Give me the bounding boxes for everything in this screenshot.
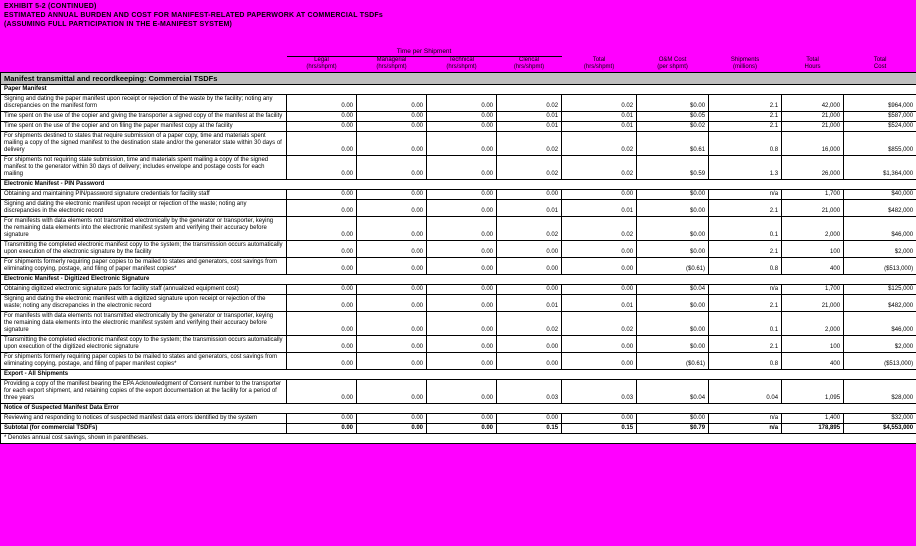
value-cell: 0.00 — [427, 414, 497, 424]
value-cell: $0.02 — [637, 122, 709, 132]
value-cell: 2.1 — [709, 122, 782, 132]
value-cell: $0.04 — [637, 380, 709, 404]
value-cell: 0.00 — [357, 190, 427, 200]
value-cell: 0.00 — [357, 336, 427, 353]
value-cell: 0.00 — [427, 217, 497, 241]
subtotal-value-cell: 178,895 — [782, 424, 844, 434]
value-cell: 2,000 — [782, 217, 844, 241]
value-cell: 0.01 — [497, 200, 562, 217]
value-cell: 0.00 — [562, 285, 637, 295]
section-header-row — [1, 370, 916, 380]
subtotal-value-cell: $4,553,000 — [844, 424, 916, 434]
subtotal-value-cell: 0.15 — [497, 424, 562, 434]
value-cell: $482,000 — [844, 295, 916, 312]
value-cell: $482,000 — [844, 200, 916, 217]
value-cell: $587,000 — [844, 112, 916, 122]
exhibit-subtitle: ESTIMATED ANNUAL BURDEN AND COST FOR MANIFEST-RELATED PAPERWORK AT COMMERCIAL TSDFs — [4, 12, 383, 19]
table-row — [1, 132, 916, 156]
value-cell: 0.00 — [497, 285, 562, 295]
value-cell: 0.00 — [427, 285, 497, 295]
value-cell: 21,000 — [782, 112, 844, 122]
value-cell: 0.00 — [287, 200, 357, 217]
table-row — [1, 336, 916, 353]
col-header-legal: Legal (hrs/shpmt) — [287, 57, 357, 73]
value-cell: $0.00 — [637, 200, 709, 217]
value-cell: $0.00 — [637, 190, 709, 200]
value-cell: 26,000 — [782, 156, 844, 180]
value-cell: $0.00 — [637, 241, 709, 258]
value-cell: 0.00 — [562, 353, 637, 370]
row-description: Providing a copy of the manifest bearing the EPA Acknowledgment of Consent number to the transporter for each export shipment, and retaining copies of the export documentation at the facility for a period of three years — [1, 380, 287, 404]
value-cell: $964,000 — [844, 95, 916, 112]
section-title: Electronic Manifest - Digitized Electronic Signature — [1, 275, 916, 285]
value-cell: 0.02 — [497, 217, 562, 241]
table-row — [1, 190, 916, 200]
value-cell: $0.05 — [637, 112, 709, 122]
row-description: For shipments formerly requiring paper copies to be mailed to states and generators, cost savings from eliminating copying, postage, and filing of paper manifest copies* — [1, 353, 287, 370]
value-cell: 0.00 — [427, 241, 497, 258]
value-cell: $0.00 — [637, 217, 709, 241]
value-cell: 0.00 — [497, 414, 562, 424]
row-description: Transmitting the completed electronic manifest copy to the system; the transmission occurs automatically upon execution of the digitized electronic signature — [1, 336, 287, 353]
value-cell: $28,000 — [844, 380, 916, 404]
value-cell: 0.00 — [427, 258, 497, 275]
section-title: Notice of Suspected Manifest Data Error — [1, 404, 916, 414]
value-cell: 0.00 — [357, 285, 427, 295]
value-cell: 1.3 — [709, 156, 782, 180]
table-row — [1, 353, 916, 370]
value-cell: 0.00 — [287, 258, 357, 275]
value-cell: n/a — [709, 285, 782, 295]
value-cell: 0.00 — [357, 132, 427, 156]
value-cell: 1,700 — [782, 285, 844, 295]
table-row — [1, 258, 916, 275]
value-cell: 21,000 — [782, 122, 844, 132]
table-row — [1, 200, 916, 217]
table-row — [1, 156, 916, 180]
spacer-cell — [1, 57, 287, 73]
value-cell: 1,095 — [782, 380, 844, 404]
value-cell: 0.02 — [497, 312, 562, 336]
row-description: For shipments formerly requiring paper copies to be mailed to states and generators, cost savings from eliminating copying, postage, and filing of paper manifest copies* — [1, 258, 287, 275]
spacer-cell — [562, 48, 916, 57]
value-cell: $1,364,000 — [844, 156, 916, 180]
value-cell: ($0.61) — [637, 353, 709, 370]
value-cell: 0.00 — [357, 241, 427, 258]
value-cell: 0.1 — [709, 217, 782, 241]
value-cell: 0.00 — [357, 414, 427, 424]
value-cell: 0.00 — [287, 241, 357, 258]
value-cell: 0.00 — [357, 112, 427, 122]
value-cell: 0.00 — [287, 132, 357, 156]
value-cell: 0.00 — [357, 295, 427, 312]
value-cell: $0.59 — [637, 156, 709, 180]
table-row — [1, 380, 916, 404]
table-row — [1, 295, 916, 312]
row-description: For shipments not requiring state submission, time and materials spent mailing a copy of the signed manifest to the generator within 30 days of delivery; includes envelope and postage costs for each mailing — [1, 156, 287, 180]
section-header-row — [1, 275, 916, 285]
table-row — [1, 122, 916, 132]
subtotal-value-cell: 0.00 — [287, 424, 357, 434]
row-description: Time spent on the use of the copier and giving the transporter a signed copy of the manifest at the facility — [1, 112, 287, 122]
row-description: Signing and dating the electronic manifest upon receipt or rejection of the waste; noting any discrepancies in the electronic record — [1, 200, 287, 217]
value-cell: 0.00 — [287, 112, 357, 122]
row-description: Obtaining digitized electronic signature pads for facility staff (annualized equipment cost) — [1, 285, 287, 295]
table-row — [1, 312, 916, 336]
value-cell: 1,700 — [782, 190, 844, 200]
value-cell: 0.02 — [497, 132, 562, 156]
value-cell: 0.1 — [709, 312, 782, 336]
value-cell: 0.00 — [357, 258, 427, 275]
value-cell: 0.00 — [287, 156, 357, 180]
value-cell: 0.00 — [562, 241, 637, 258]
section-header-row — [1, 404, 916, 414]
value-cell: 0.00 — [357, 200, 427, 217]
value-cell: 0.02 — [497, 95, 562, 112]
subtotal-value-cell: $0.79 — [637, 424, 709, 434]
section-title: Electronic Manifest - PIN Password — [1, 180, 916, 190]
col-header-total-cost: Total Cost — [844, 57, 916, 73]
col-header-om-cost: O&M Cost (per shpmt) — [637, 57, 709, 73]
value-cell: 0.00 — [427, 200, 497, 217]
value-cell: 2.1 — [709, 200, 782, 217]
value-cell: 0.00 — [562, 190, 637, 200]
value-cell: 2.1 — [709, 295, 782, 312]
value-cell: 0.8 — [709, 353, 782, 370]
span-header-row — [1, 48, 916, 57]
row-description: Reviewing and responding to notices of suspected manifest data errors identified by the system — [1, 414, 287, 424]
table-band-title: Manifest transmittal and recordkeeping: Commercial TSDFs — [1, 73, 916, 85]
value-cell: $0.04 — [637, 285, 709, 295]
section-header-row — [1, 180, 916, 190]
value-cell: 0.00 — [427, 312, 497, 336]
value-cell: 0.00 — [427, 380, 497, 404]
value-cell: $0.00 — [637, 295, 709, 312]
value-cell: $32,000 — [844, 414, 916, 424]
value-cell: 21,000 — [782, 295, 844, 312]
value-cell: 0.00 — [287, 336, 357, 353]
row-description: Time spent on the use of the copier and on filing the paper manifest copy at the facility — [1, 122, 287, 132]
value-cell: 0.01 — [562, 122, 637, 132]
value-cell: ($0.61) — [637, 258, 709, 275]
value-cell: 0.00 — [427, 122, 497, 132]
value-cell: 2.1 — [709, 112, 782, 122]
row-description: For manifests with data elements not transmitted electronically by the generator or transporter, keying the remaining data elements into the electronic manifest system and verifying their accuracy before signature — [1, 217, 287, 241]
col-header-managerial: Managerial (hrs/shpmt) — [357, 57, 427, 73]
value-cell: 0.00 — [287, 353, 357, 370]
section-title: Export - All Shipments — [1, 370, 916, 380]
value-cell: 100 — [782, 241, 844, 258]
value-cell: 100 — [782, 336, 844, 353]
table-row — [1, 112, 916, 122]
value-cell: 0.00 — [427, 190, 497, 200]
row-description: Signing and dating the electronic manifest with a digitized signature upon receipt or rejection of the waste; noting any discrepancies in the electronic record — [1, 295, 287, 312]
col-header-total-hours: Total Hours — [782, 57, 844, 73]
value-cell: $40,000 — [844, 190, 916, 200]
value-cell: $855,000 — [844, 132, 916, 156]
table-band-row — [1, 73, 916, 85]
value-cell: 0.00 — [287, 217, 357, 241]
spacer-cell — [1, 48, 287, 57]
value-cell: 0.03 — [562, 380, 637, 404]
time-per-shipment-header: Time per Shipment — [287, 48, 562, 57]
value-cell: 21,000 — [782, 200, 844, 217]
value-cell: 400 — [782, 353, 844, 370]
row-description: For manifests with data elements not transmitted electronically by the generator or transporter, keying the remaining data elements into the electronic manifest system and verifying their accuracy before signature — [1, 312, 287, 336]
value-cell: 0.00 — [497, 336, 562, 353]
value-cell: ($513,000) — [844, 258, 916, 275]
footnote-row — [1, 434, 916, 444]
subtotal-value-cell: n/a — [709, 424, 782, 434]
value-cell: 16,000 — [782, 132, 844, 156]
burden-table — [0, 48, 916, 444]
value-cell: 0.00 — [427, 132, 497, 156]
value-cell: 0.00 — [357, 95, 427, 112]
value-cell: 0.00 — [497, 353, 562, 370]
value-cell: $46,000 — [844, 217, 916, 241]
value-cell: 0.00 — [427, 156, 497, 180]
value-cell: 0.00 — [497, 190, 562, 200]
value-cell: 0.8 — [709, 132, 782, 156]
col-header-technical: Technical (hrs/shpmt) — [427, 57, 497, 73]
subtotal-value-cell: 0.15 — [562, 424, 637, 434]
value-cell: 0.00 — [357, 156, 427, 180]
value-cell: 2.1 — [709, 241, 782, 258]
table-row — [1, 95, 916, 112]
value-cell: 0.00 — [287, 380, 357, 404]
column-header-row — [1, 57, 916, 73]
section-header-row — [1, 85, 916, 95]
value-cell: $0.00 — [637, 95, 709, 112]
value-cell: n/a — [709, 414, 782, 424]
value-cell: 0.00 — [287, 122, 357, 132]
subtotal-label: Subtotal (for commercial TSDFs) — [1, 424, 287, 434]
col-header-shipments: Shipments (millions) — [709, 57, 782, 73]
value-cell: 0.00 — [287, 190, 357, 200]
table-row — [1, 414, 916, 424]
value-cell: $0.61 — [637, 132, 709, 156]
value-cell: 0.8 — [709, 258, 782, 275]
value-cell: $0.00 — [637, 336, 709, 353]
exhibit-title: EXHIBIT 5-2 (CONTINUED) — [4, 3, 97, 10]
value-cell: 0.01 — [497, 122, 562, 132]
value-cell: 1,400 — [782, 414, 844, 424]
value-cell: 0.00 — [287, 285, 357, 295]
value-cell: 2.1 — [709, 95, 782, 112]
subtotal-value-cell: 0.00 — [357, 424, 427, 434]
value-cell: 400 — [782, 258, 844, 275]
row-description: Obtaining and maintaining PIN/password signature credentials for facility staff — [1, 190, 287, 200]
value-cell: 0.01 — [497, 295, 562, 312]
value-cell: 0.00 — [562, 414, 637, 424]
section-title: Paper Manifest — [1, 85, 916, 95]
value-cell: $0.00 — [637, 414, 709, 424]
table-row — [1, 217, 916, 241]
value-cell: $2,000 — [844, 336, 916, 353]
value-cell: 0.00 — [287, 295, 357, 312]
value-cell: 0.00 — [357, 380, 427, 404]
value-cell: 0.00 — [427, 295, 497, 312]
value-cell: 0.00 — [427, 112, 497, 122]
value-cell: 0.00 — [357, 217, 427, 241]
value-cell: 0.01 — [562, 112, 637, 122]
value-cell: 0.01 — [562, 295, 637, 312]
value-cell: 0.03 — [497, 380, 562, 404]
col-header-total-hours-per-shipment: Total (hrs/shpmt) — [562, 57, 637, 73]
value-cell: 0.00 — [427, 336, 497, 353]
value-cell: 0.00 — [357, 353, 427, 370]
value-cell: 0.02 — [562, 217, 637, 241]
value-cell: 0.02 — [562, 156, 637, 180]
value-cell: 0.00 — [497, 258, 562, 275]
row-description: For shipments destined to states that require submission of a paper copy, time and materials spent mailing a copy of the signed manifest to the destination state and/or the generator state within 30 days of delivery — [1, 132, 287, 156]
value-cell: 0.01 — [497, 112, 562, 122]
value-cell: 0.00 — [427, 95, 497, 112]
value-cell: ($513,000) — [844, 353, 916, 370]
subtotal-row — [1, 424, 916, 434]
value-cell: 0.00 — [427, 353, 497, 370]
value-cell: 0.00 — [287, 95, 357, 112]
value-cell: 0.02 — [562, 312, 637, 336]
value-cell: $46,000 — [844, 312, 916, 336]
value-cell: 0.02 — [497, 156, 562, 180]
col-header-clerical: Clerical (hrs/shpmt) — [497, 57, 562, 73]
subtotal-value-cell: 0.00 — [427, 424, 497, 434]
page-titles — [4, 2, 383, 29]
value-cell: 0.00 — [357, 122, 427, 132]
value-cell: $0.00 — [637, 312, 709, 336]
exhibit-assumption: (ASSUMING FULL PARTICIPATION IN THE E-MANIFEST SYSTEM) — [4, 21, 233, 28]
value-cell: 2.1 — [709, 336, 782, 353]
table-row — [1, 285, 916, 295]
value-cell: 0.00 — [562, 258, 637, 275]
value-cell: 0.04 — [709, 380, 782, 404]
value-cell: 0.00 — [287, 414, 357, 424]
value-cell: 0.01 — [562, 200, 637, 217]
row-description: Transmitting the completed electronic manifest copy to the system; the transmission occurs automatically upon execution of the electronic signature by the facility — [1, 241, 287, 258]
value-cell: 0.00 — [357, 312, 427, 336]
value-cell: 0.02 — [562, 132, 637, 156]
value-cell: $125,000 — [844, 285, 916, 295]
value-cell: 42,000 — [782, 95, 844, 112]
row-description: Signing and dating the paper manifest upon receipt or rejection of the waste by the facility; noting any discrepancies on the manifest form — [1, 95, 287, 112]
value-cell: 0.00 — [497, 241, 562, 258]
value-cell: $524,000 — [844, 122, 916, 132]
value-cell: $2,000 — [844, 241, 916, 258]
value-cell: 0.02 — [562, 95, 637, 112]
table-row — [1, 241, 916, 258]
value-cell: 0.00 — [562, 336, 637, 353]
value-cell: 0.00 — [287, 312, 357, 336]
footnote-text: * Denotes annual cost savings, shown in parentheses. — [1, 434, 916, 444]
value-cell: n/a — [709, 190, 782, 200]
value-cell: 2,000 — [782, 312, 844, 336]
